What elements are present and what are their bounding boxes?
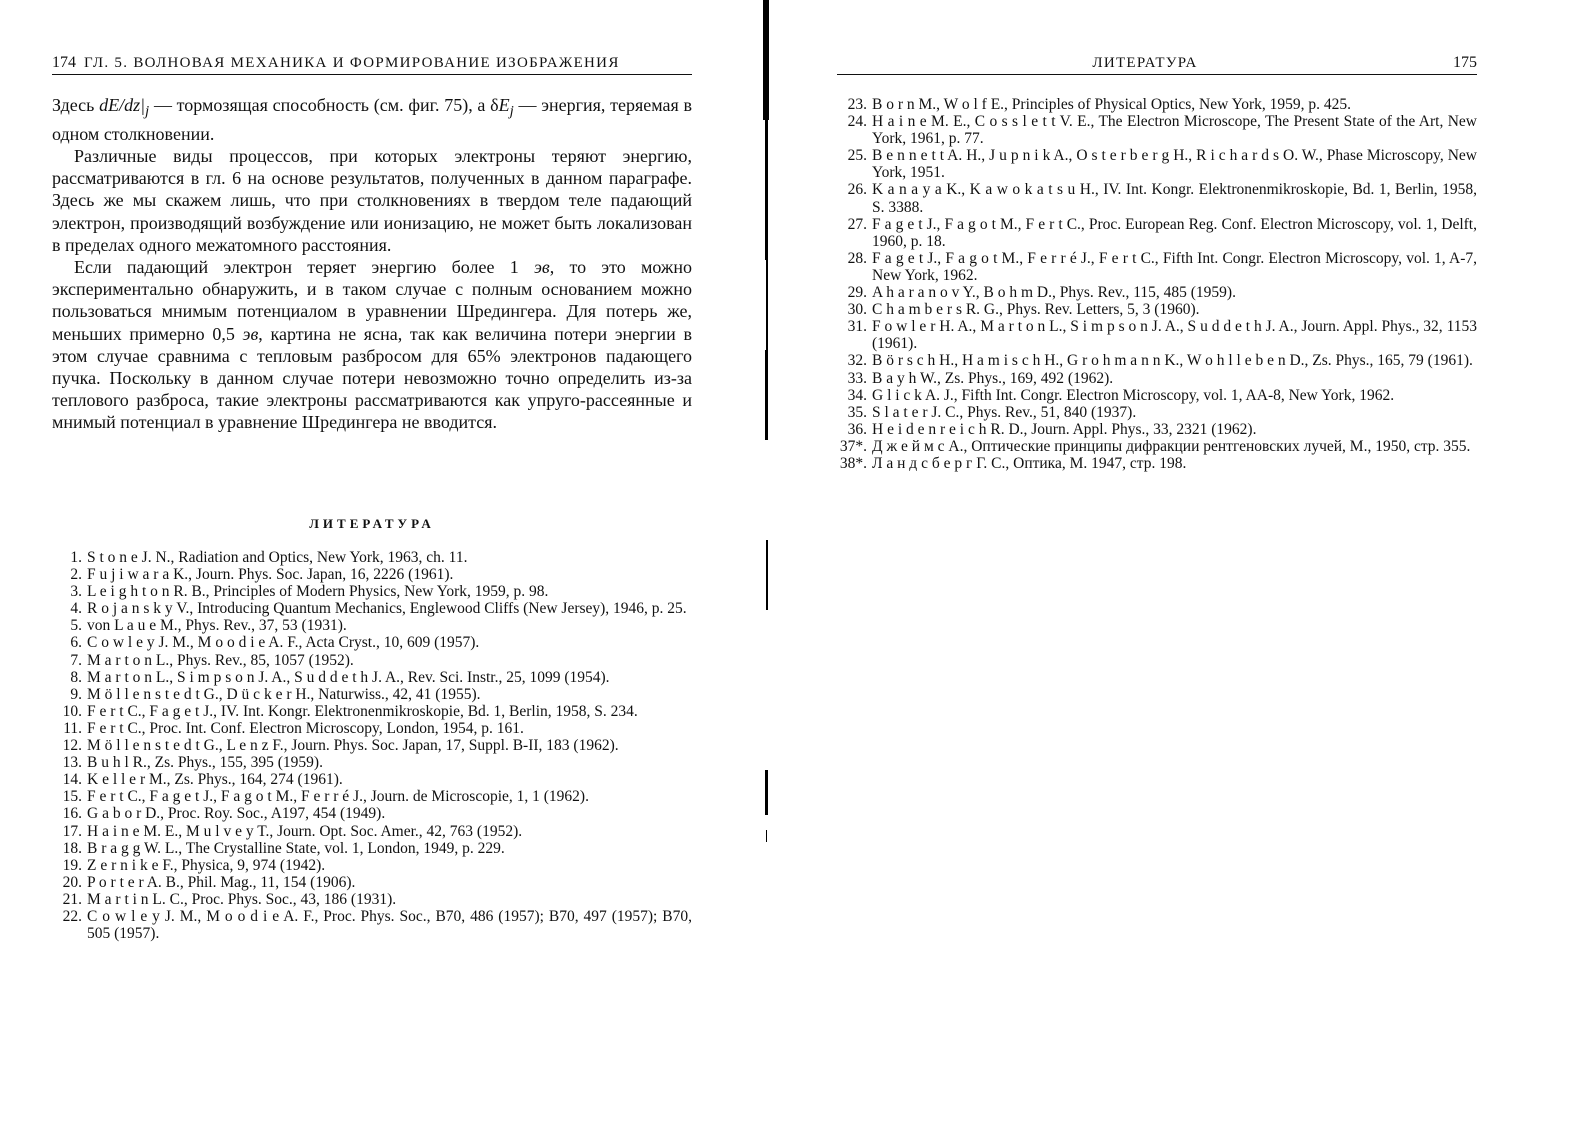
reference-number: 35. bbox=[847, 403, 867, 421]
reference-item bbox=[52, 583, 692, 600]
right-running-head-title: ЛИТЕРАТУРА bbox=[1092, 55, 1198, 71]
reference-text: H a i n e M. E., M u l v e y T., Journ. Opt. Soc. Amer., 42, 763 (1952). bbox=[87, 822, 523, 840]
reference-text: B a y h W., Zs. Phys., 169, 492 (1962). bbox=[872, 369, 1114, 387]
p3-text-b: , то это можно экспериментально обнаружить, и в таком случае с полным основанием можно пользоваться мнимым потенциалом в уравнении Шредингера. Для потерь же, меньших примерно 0,5 bbox=[52, 257, 692, 344]
reference-text: R o j a n s k y V., Introducing Quantum Mechanics, Englewood Cliffs (New Jersey), 1946, p. 25. bbox=[87, 600, 687, 618]
reference-item bbox=[52, 737, 692, 754]
reference-text: M a r t o n L., S i m p s o n J. A., S u d d e t h J. A., Rev. Sci. Instr., 25, 1099 (1954). bbox=[87, 668, 610, 686]
formula-sub-j2: j bbox=[509, 103, 514, 120]
unit-ev-1: эв bbox=[534, 257, 550, 278]
reference-number: 29. bbox=[847, 284, 867, 302]
reference-number: 18. bbox=[62, 839, 82, 857]
reference-item bbox=[837, 181, 1477, 215]
reference-number: 28. bbox=[847, 249, 867, 267]
reference-number: 19. bbox=[62, 856, 82, 874]
reference-text: K e l l e r M., Zs. Phys., 164, 274 (1961). bbox=[87, 771, 343, 789]
reference-text: F e r t C., Proc. Int. Conf. Electron Microscopy, London, 1954, p. 161. bbox=[87, 719, 524, 737]
reference-text: M a r t i n L. C., Proc. Phys. Soc., 43, 186 (1931). bbox=[87, 890, 397, 908]
reference-number: 32. bbox=[847, 352, 867, 370]
reference-text: Л а н д с б е р г Г. С., Оптика, М. 1947, стр. 198. bbox=[872, 454, 1187, 472]
formula-e: E bbox=[498, 95, 510, 115]
reference-item bbox=[52, 686, 692, 703]
reference-number: 11. bbox=[63, 719, 82, 737]
reference-number: 8. bbox=[70, 668, 82, 686]
reference-item bbox=[52, 788, 692, 805]
reference-text: F u j i w a r a K., Journ. Phys. Soc. Japan, 16, 2226 (1961). bbox=[87, 566, 454, 584]
reference-number: 4. bbox=[70, 600, 82, 618]
left-running-head-title: ГЛ. 5. ВОЛНОВАЯ МЕХАНИКА И ФОРМИРОВАНИЕ ИЗОБРАЖЕНИЯ bbox=[84, 55, 620, 71]
reference-number: 14. bbox=[62, 771, 82, 789]
formula-de-dz: dE/dz| bbox=[99, 95, 146, 115]
reference-item bbox=[52, 617, 692, 634]
reference-item bbox=[52, 720, 692, 737]
reference-number: 23. bbox=[847, 96, 867, 113]
reference-text: C o w l e y J. M., M o o d i e A. F., Proc. Phys. Soc., B70, 486 (1957); B70, 497 (1957); B70, 505 (1957). bbox=[87, 907, 692, 943]
paragraph-3 bbox=[52, 256, 692, 434]
reference-text: M ö l l e n s t e d t G., L e n z F., Journ. Phys. Soc. Japan, 17, Suppl. B-II, 183 (1962). bbox=[87, 737, 619, 755]
paragraph-2: Различные виды процессов, при которых электроны теряют энергию, рассматриваются в гл. 6 на основе результатов, полученных в данном параграфе. Здесь же мы скажем лишь, что при столкновениях в твердом теле падающий электрон, производящий возбуждение или ионизацию, не может быть локализован в пределах одного межатомного расстояния. bbox=[52, 146, 692, 255]
reference-item bbox=[52, 805, 692, 822]
reference-list-left bbox=[52, 549, 692, 942]
reference-number: 31. bbox=[847, 318, 867, 336]
right-page bbox=[780, 0, 1571, 1146]
reference-item bbox=[52, 891, 692, 908]
reference-number: 36. bbox=[847, 420, 867, 438]
reference-item bbox=[52, 857, 692, 874]
reference-item bbox=[52, 840, 692, 857]
reference-item bbox=[52, 652, 692, 669]
reference-text: K a n a y a K., K a w o k a t s u H., IV. Int. Kongr. Elektronenmikroskopie, Bd. 1, Berlin, 1958, S. 3388. bbox=[872, 181, 1477, 216]
reference-number: 33. bbox=[847, 369, 867, 387]
reference-item bbox=[52, 874, 692, 891]
reference-item bbox=[837, 352, 1477, 369]
reference-text: B o r n M., W o l f E., Principles of Physical Optics, New York, 1959, p. 425. bbox=[872, 96, 1352, 113]
reference-number: 25. bbox=[847, 147, 867, 165]
reference-number: 38*. bbox=[839, 454, 867, 472]
reference-text: A h a r a n o v Y., B o h m D., Phys. Rev., 115, 485 (1959). bbox=[872, 284, 1236, 302]
reference-number: 16. bbox=[62, 805, 82, 823]
paragraph-1 bbox=[52, 94, 692, 145]
formula-delta-e bbox=[498, 95, 514, 120]
reference-text: M ö l l e n s t e d t G., D ü c k e r H., Naturwiss., 42, 41 (1955). bbox=[87, 685, 481, 703]
reference-item bbox=[837, 147, 1477, 181]
p1-text-b: — тормозящая способность (см. фиг. 75), а δ bbox=[149, 95, 499, 115]
reference-text: Д ж е й м с А., Оптические принципы дифракции рентгеновских лучей, М., 1950, стр. 355. bbox=[872, 437, 1471, 455]
reference-item bbox=[837, 421, 1477, 438]
reference-text: S l a t e r J. C., Phys. Rev., 51, 840 (1937). bbox=[872, 403, 1137, 421]
p1-text-c: — энергия, теряемая в одном столкновении. bbox=[52, 95, 692, 144]
body-text bbox=[52, 94, 692, 434]
reference-number: 2. bbox=[70, 566, 82, 584]
reference-number: 3. bbox=[70, 583, 82, 601]
reference-item bbox=[837, 250, 1477, 284]
reference-number: 21. bbox=[62, 890, 82, 908]
gutter-shadow bbox=[763, 0, 771, 1146]
reference-number: 12. bbox=[62, 737, 82, 755]
reference-number: 34. bbox=[847, 386, 867, 404]
reference-text: F a g e t J., F a g o t M., F e r t C., Proc. European Reg. Conf. Electron Microscopy, vol. 1, Delft, 1960, p. 18. bbox=[872, 215, 1477, 250]
reference-number: 7. bbox=[70, 651, 82, 669]
formula-sub-j: j bbox=[145, 103, 150, 120]
reference-text: F e r t C., F a g e t J., F a g o t M., F e r r é J., Journ. de Microscopie, 1, 1 (1962). bbox=[87, 788, 589, 806]
left-running-head bbox=[52, 50, 692, 75]
reference-text: C o w l e y J. M., M o o d i e A. F., Acta Cryst., 10, 609 (1957). bbox=[87, 634, 480, 652]
reference-number: 30. bbox=[847, 301, 867, 319]
reference-item bbox=[52, 669, 692, 686]
p1-text-a: Здесь bbox=[52, 95, 100, 115]
reference-text: B u h l R., Zs. Phys., 155, 395 (1959). bbox=[87, 754, 323, 772]
reference-item bbox=[52, 600, 692, 617]
reference-text: C h a m b e r s R. G., Phys. Rev. Letters, 5, 3 (1960). bbox=[872, 301, 1200, 319]
reference-text: B r a g g W. L., The Crystalline State, vol. 1, London, 1949, p. 229. bbox=[87, 839, 505, 857]
reference-number: 27. bbox=[847, 215, 867, 233]
reference-text: von L a u e M., Phys. Rev., 37, 53 (1931). bbox=[87, 617, 347, 635]
reference-item bbox=[837, 216, 1477, 250]
reference-text: F o w l e r H. A., M a r t o n L., S i m p s o n J. A., S u d d e t h J. A., Journ. Appl. Phys., 32, 1153 (1961). bbox=[872, 318, 1477, 353]
reference-number: 22. bbox=[62, 907, 82, 925]
formula-stopping-power bbox=[99, 95, 150, 120]
right-running-head bbox=[837, 50, 1477, 75]
p3-text-c: , картина не ясна, так как величина потери энергии в этом случае сравнима с тепловым разбросом для 65% электронов падающего пучка. Поскольку в данном случае потери невозможно точно определить из-за теплового разброса, такие электроны рассматриваются как упруго-рассеянные и мнимый потенциал в уравнение Шредингера не вводится. bbox=[52, 323, 692, 433]
reference-item bbox=[52, 549, 692, 566]
reference-item bbox=[52, 754, 692, 771]
reference-text: H a i n e M. E., C o s s l e t t V. E., The Electron Microscope, The Present State of the Art, New York, 1961, p. 77. bbox=[872, 113, 1477, 148]
reference-text: F e r t C., F a g e t J., IV. Int. Kongr. Elektronenmikroskopie, Bd. 1, Berlin, 1958, S. 234. bbox=[87, 702, 638, 720]
reference-item bbox=[837, 301, 1477, 318]
reference-number: 6. bbox=[70, 634, 82, 652]
reference-item bbox=[52, 634, 692, 651]
reference-text: S t o n e J. N., Radiation and Optics, New York, 1963, ch. 11. bbox=[87, 549, 468, 566]
reference-number: 5. bbox=[70, 617, 82, 635]
reference-number: 17. bbox=[62, 822, 82, 840]
reference-text: B ö r s c h H., H a m i s c h H., G r o h m a n n K., W o h l l e b e n D., Zs. Phys., 165, 79 (1961). bbox=[872, 352, 1473, 370]
bibliography-heading: ЛИТЕРАТУРА bbox=[309, 516, 435, 531]
reference-number: 1. bbox=[70, 549, 82, 566]
reference-item bbox=[837, 284, 1477, 301]
reference-item bbox=[52, 908, 692, 942]
reference-text: M a r t o n L., Phys. Rev., 85, 1057 (1952). bbox=[87, 651, 354, 669]
reference-number: 13. bbox=[62, 754, 82, 772]
reference-text: H e i d e n r e i c h R. D., Journ. Appl. Phys., 33, 2321 (1962). bbox=[872, 420, 1257, 438]
left-page bbox=[0, 0, 760, 1146]
reference-item bbox=[837, 387, 1477, 404]
reference-text: G l i c k A. J., Fifth Int. Congr. Electron Microscopy, vol. 1, AA-8, New York, 1962. bbox=[872, 386, 1395, 404]
reference-text: Z e r n i k e F., Physica, 9, 974 (1942). bbox=[87, 856, 326, 874]
reference-item bbox=[52, 823, 692, 840]
reference-item bbox=[837, 404, 1477, 421]
reference-item bbox=[837, 370, 1477, 387]
reference-number: 37*. bbox=[839, 437, 867, 455]
reference-item bbox=[52, 703, 692, 720]
reference-text: B e n n e t t A. H., J u p n i k A., O s t e r b e r g H., R i c h a r d s O. W., Phase Microscopy, New York, 1951. bbox=[872, 147, 1477, 182]
unit-ev-2: эв bbox=[242, 323, 259, 344]
reference-item bbox=[837, 96, 1477, 113]
reference-item bbox=[52, 771, 692, 788]
reference-number: 9. bbox=[70, 685, 82, 703]
reference-number: 15. bbox=[62, 788, 82, 806]
reference-item bbox=[837, 318, 1477, 352]
reference-item bbox=[837, 113, 1477, 147]
reference-item bbox=[52, 566, 692, 583]
reference-text: L e i g h t o n R. B., Principles of Modern Physics, New York, 1959, p. 98. bbox=[87, 583, 549, 601]
right-page-number: 175 bbox=[1453, 54, 1477, 71]
p3-text-a: Если падающий электрон теряет энергию более 1 bbox=[74, 257, 534, 278]
reference-number: 20. bbox=[62, 873, 82, 891]
reference-number: 26. bbox=[847, 181, 867, 199]
reference-list-right bbox=[837, 96, 1477, 472]
reference-item bbox=[837, 455, 1477, 472]
reference-text: F a g e t J., F a g o t M., F e r r é J., F e r t C., Fifth Int. Congr. Electron Microscopy, vol. 1, A-7, New York, 1962. bbox=[872, 249, 1477, 284]
reference-text: G a b o r D., Proc. Roy. Soc., A197, 454 (1949). bbox=[87, 805, 386, 823]
reference-number: 10. bbox=[62, 702, 82, 720]
reference-number: 24. bbox=[847, 113, 867, 131]
reference-item bbox=[837, 438, 1477, 455]
reference-text: P o r t e r A. B., Phil. Mag., 11, 154 (1906). bbox=[87, 873, 356, 891]
left-page-number: 174 bbox=[52, 54, 76, 71]
